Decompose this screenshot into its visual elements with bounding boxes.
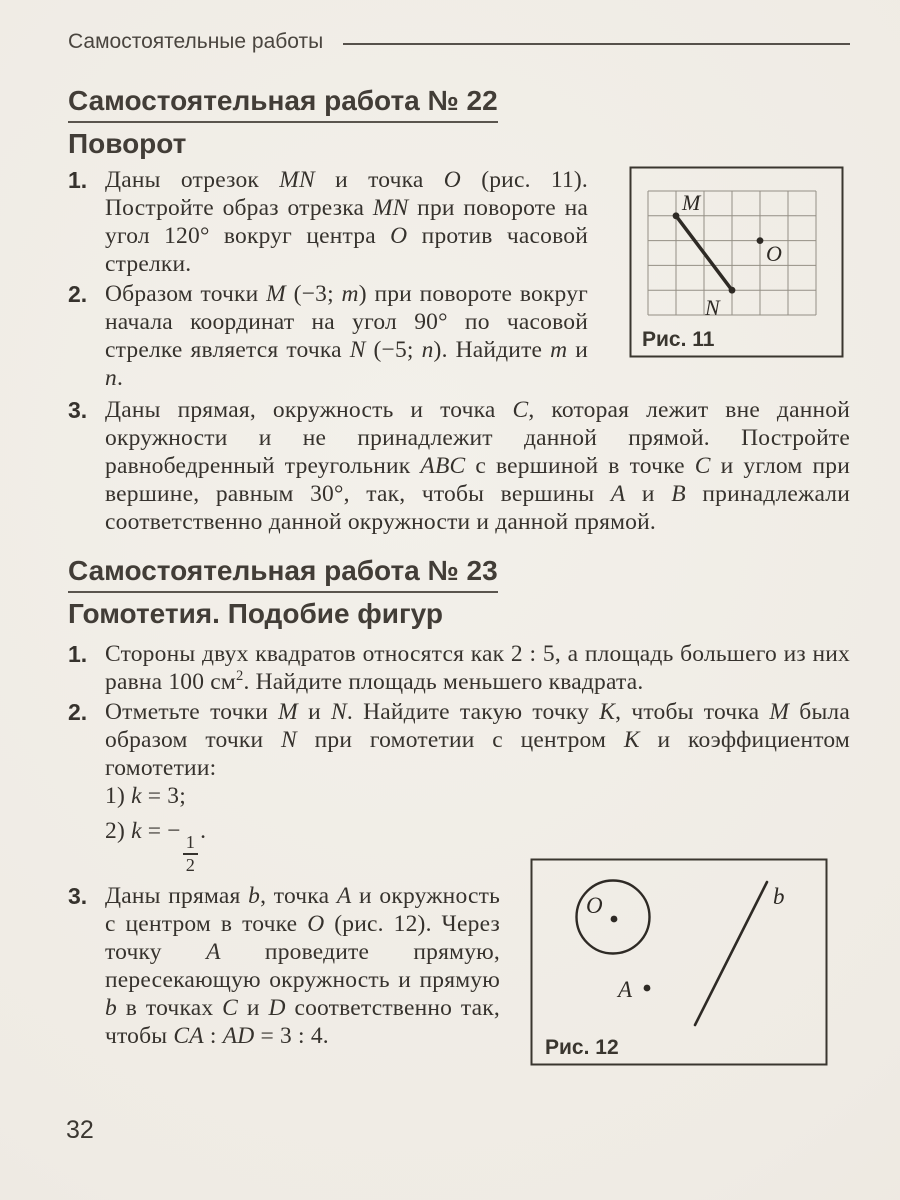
- running-header: [68, 30, 850, 54]
- line-b: [695, 882, 767, 1025]
- problem-text: Даны прямая b, точка A и окружность с центром в точке O (рис. 12). Через точку A проведите прямую, пересекающую окружность и прямую b в точках C и D соответственно так, чтобы CA : AD = 3 : 4.: [105, 883, 501, 1050]
- figure-12-drawing: [530, 858, 828, 1066]
- problem-number: 1.: [68, 167, 88, 193]
- problem-number: 3.: [68, 397, 88, 423]
- point-o: [757, 237, 764, 244]
- section-23-subtitle: Гомотетия. Подобие фигур: [68, 598, 443, 629]
- problem-23-2: [68, 698, 850, 782]
- problem-text: Образом точки M (−3; m) при повороте вокруг начала координат на угол 90° по часовой стрелке является точка N (−5; n). Найдите m и n.: [105, 281, 588, 391]
- problem-text: Стороны двух квадратов относятся как 2 : 5, а площадь большего из них равна 100 $см^2$. Найдите площадь меньшего квадрата.: [105, 641, 850, 695]
- point-m: [673, 212, 680, 219]
- problem-23-3: [68, 882, 500, 1050]
- figure-12: [530, 858, 828, 1071]
- problem-number: 2.: [68, 281, 88, 307]
- figure-11: [629, 166, 844, 392]
- problem-number: 1.: [68, 641, 88, 667]
- section-22-subtitle: Поворот: [68, 128, 187, 159]
- section-23-left-column: [68, 874, 500, 1071]
- point-n: [729, 287, 736, 294]
- section-22-body: [68, 166, 850, 392]
- problem-23-1: [68, 640, 850, 696]
- problem-text: Отметьте точки M и N. Найдите такую точку K, чтобы точка M была образом точки N при гомотетии с центром K и коэффициентом гомотетии:: [105, 699, 851, 781]
- figure-11-caption: Рис. 11: [642, 328, 715, 351]
- point-a: [644, 985, 651, 992]
- problem-22-1: [68, 166, 588, 278]
- section-23-title: Самостоятельная работа № 23: [68, 554, 498, 593]
- page-content: [68, 30, 850, 1071]
- running-header-label: Самостоятельные работы: [68, 30, 324, 53]
- section-23-body: [68, 874, 850, 1071]
- problem-number: 2.: [68, 699, 88, 725]
- figure-12-caption: Рис. 12: [545, 1036, 619, 1060]
- problem-22-2: [68, 280, 588, 392]
- subitem-k-equals-minus-half: 2) k = − $\frac{1}{2}$ .: [105, 818, 207, 875]
- figure-11-drawing: [629, 166, 844, 358]
- page-number: 32: [66, 1116, 94, 1144]
- section-22-title: Самостоятельная работа № 22: [68, 84, 498, 123]
- problem-text: Даны отрезок MN и точка O (рис. 11). Постройте образ отрезка MN при повороте на угол 120° вокруг центра O против часовой стрелки.: [105, 167, 589, 277]
- header-rule: [343, 43, 850, 45]
- label-m: M: [682, 190, 701, 215]
- grid: [648, 191, 816, 315]
- label-o: O: [586, 893, 603, 919]
- label-b: b: [773, 884, 785, 910]
- problem-22-3: [68, 396, 850, 536]
- point-o-center: [611, 916, 618, 923]
- subitem-k-equals-3: 1) k = 3;: [105, 783, 186, 809]
- label-n: N: [705, 295, 720, 320]
- section-22-left-column: [68, 166, 588, 392]
- problem-number: 3.: [68, 883, 88, 910]
- label-a: A: [618, 977, 633, 1003]
- label-o: O: [766, 241, 782, 266]
- problem-text: Даны прямая, окружность и точка C, которая лежит вне данной окружности и не принадлежит данной прямой. Постройте равнобедренный треугольник ABC с вершиной в точке C и углом при вершине, равным 30°, так, чтобы вершины A и B принадлежали соответственно данной окружности и данной прямой.: [105, 397, 850, 535]
